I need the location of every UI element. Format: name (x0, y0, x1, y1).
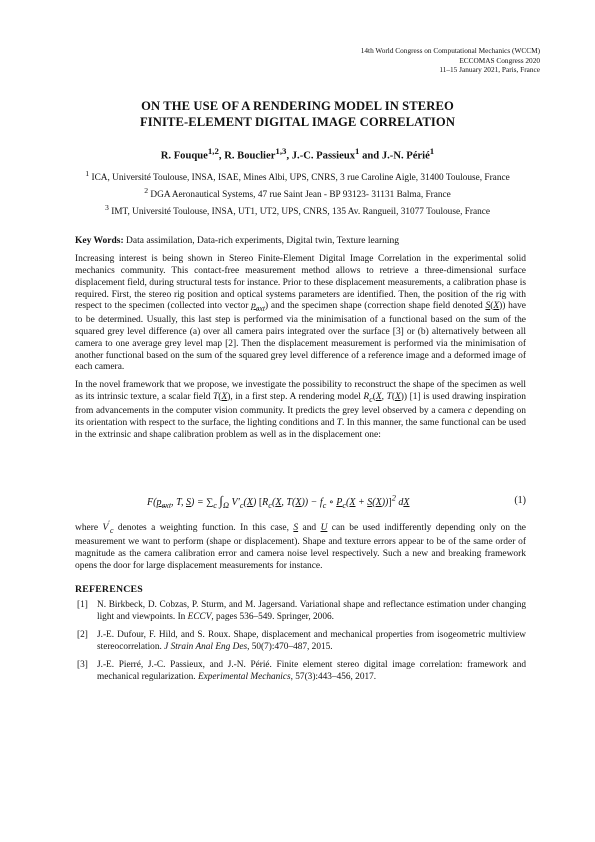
paragraph-3 (75, 518, 526, 572)
reference-venue: Experimental Mechanics (197, 671, 291, 682)
text-run: [1] is used drawing inspiration from advancements in the computer vision community. It predicts the grey level observed by a camera (75, 392, 526, 416)
author-affil-sup: 1,3 (275, 146, 287, 156)
affiliation-text: DGA Aeronautical Systems, 47 rue Saint Jean - BP 93123- 31131 Balma, France (150, 190, 451, 201)
math-symbol: T (386, 392, 392, 403)
separator: , (286, 150, 292, 162)
text-run: can be used indifferently depending only on the measurement we want to perform (shape or displacement). Shape and texture errors appear to be of the same order of magnitude as the camera calibration error and camera noise level respectively. Such a new and breaking framework opens the door for large displacement measurements for instance. (75, 523, 526, 571)
math-symbol: X (394, 392, 401, 403)
text-run: Increasing interest is being shown in Stereo Finite-Element Digital Image Correlation in the experimental solid mechanics community. This contact-free measurement method allows to retrieve a three-dimensional surface displacement field, during structural tests for instance. Prior to these displacement measurements, a calibration phase is required. First, the stereo rig position and optical systems parameters are identified. Then, the position of the rig with respect to the specimen (collected into vector (75, 254, 526, 312)
affiliation-2 (60, 185, 535, 202)
text-run: , pages 536–549. Springer, 2006. (211, 611, 334, 622)
reference-item (75, 630, 526, 653)
author-name: R. Fouque (160, 150, 208, 162)
math-symbol: U (320, 523, 328, 534)
author-affil-sup: 1 (355, 146, 360, 156)
affiliation-3 (60, 202, 535, 219)
math-symbol: T (336, 417, 342, 428)
math-subscript: c (109, 526, 114, 536)
math-superscript: ′ (108, 519, 110, 528)
math-subscript: c (369, 395, 373, 405)
reference-number: [1] (77, 600, 88, 610)
math-symbol: X (221, 392, 228, 403)
author-affil-sup: 1,2 (207, 146, 219, 156)
reference-item (75, 600, 526, 623)
author-name: J.-N. Périé (381, 150, 430, 162)
author-list (60, 145, 535, 163)
separator: and (359, 150, 382, 162)
reference-item (75, 660, 526, 683)
abstract-body (75, 254, 526, 447)
math-symbol: T (213, 392, 219, 403)
keywords-label: Key Words: (75, 236, 124, 246)
affiliation-text: ICA, Université Toulouse, INSA, ISAE, Mines Albi, UPS, CNRS, 3 rue Caroline Aigle, 31400 Toulouse, France (91, 173, 510, 184)
conference-header (361, 46, 540, 75)
text-run: , 57(3):443–456, 2017. (290, 671, 377, 682)
reference-list (75, 600, 526, 691)
title-line-2: FINITE-ELEMENT DIGITAL IMAGE CORRELATION (139, 115, 456, 129)
paragraph-2: In the novel framework that we propose, we investigate the possibility to reconstruct the shape of the specimen as well as its intrinsic texture, a scalar field T(X), in a first step. A rendering model $R_c(X$, T(X)) [1] is used drawing inspiration from advancements in the computer vision community. It predicts the grey level observed by a camera c depending on its orientation with respect to the surface, the lighting conditions and T. In this manner, the same functional can be used in the extrinsic and shape calibration problem as well as in the displacement one: (75, 380, 526, 440)
math-symbol: X (375, 392, 382, 403)
math-symbol: p (251, 301, 256, 312)
keywords-text: Data assimilation, Data-rich experiments, Digital twin, Texture learning (126, 236, 400, 246)
math-var (251, 301, 266, 314)
keywords (75, 235, 525, 247)
text-run: denotes a weighting function. In this case, (113, 523, 294, 534)
text-run: , in a first step. A rendering model (230, 392, 364, 403)
text-run: and (298, 523, 321, 534)
author-affil-sup: 1 (429, 146, 435, 156)
references-heading: REFERENCES (75, 584, 143, 595)
math-symbol: S (293, 523, 299, 534)
reference-venue: J Strain Anal Eng Des (164, 641, 248, 652)
text-run: , 50(7):470–487, 2015. (247, 641, 333, 652)
reference-number: [2] (77, 630, 88, 641)
paper-title (60, 98, 535, 130)
equation-1 (75, 489, 526, 515)
text-run: In the novel framework that we propose, we investigate the possibility to reconstruct the shape of the specimen as well as its intrinsic texture, a scalar field (75, 380, 526, 403)
header-line-2: ECCOMAS Congress 2020 (459, 55, 540, 65)
math-symbol: R (363, 392, 370, 403)
math-symbol: c (467, 405, 473, 416)
math-symbol: X (493, 301, 500, 312)
paragraph-1: Increasing interest is being shown in Stereo Finite-Element Digital Image Correlation in the experimental solid mechanics community. This contact-free measurement method allows to retrieve a three-dimensional surface displacement field, during structural tests for instance. Prior to these displacement measurements, a calibration phase is required. First, the stereo rig position and optical systems parameters are identified. Then, the position of the rig with respect to the specimen (collected into vector $p_{ext}$) and the specimen shape (correction shape field denoted S(X)) have to be determined. Usually, this last step is performed via the minimisation of a functional based on the sum of the squared grey level difference (a) over all camera pairs integrated over the surface [3] or (b) alternatively between all camera to one average grey level map [2]. Then the displacement measurement is performed via the minimisation of another functional based on the sum of the squared grey level difference of a reference image and a deformed image of each camera. (75, 254, 526, 373)
text-run: J.-E. Pierré, J.-C. Passieux, and J.-N. Périé. Finite element stereo digital image correlation: framework and mechanical regularization. (97, 660, 526, 682)
author-name: J.-C. Passieux (291, 150, 356, 162)
math-symbol: S (485, 301, 491, 312)
text-run: . In this manner, the same functional can be used in the extrinsic and shape calibration problem as well as in the displacement one: (75, 417, 526, 440)
text-run: J.-E. Dufour, F. Hild, and S. Roux. Shape, displacement and mechanical properties from isogeometric multiview stereocorrelation. (97, 630, 526, 652)
separator: , (218, 150, 225, 162)
header-line-1: 14th World Congress on Computational Mechanics (WCCM) (360, 46, 540, 55)
equation-number: (1) (514, 495, 526, 506)
text-run: N. Birkbeck, D. Cobzas, P. Sturm, and M. Jagersand. Variational shape and reflectance estimation under changing light and viewpoints. In (97, 600, 526, 622)
title-line-1: ON THE USE OF A RENDERING MODEL IN STEREO (141, 99, 454, 113)
affiliations (60, 168, 535, 219)
math-subscript: ext (255, 304, 266, 314)
affiliation-text: IMT, Université Toulouse, INSA, UT1, UT2, UPS, CNRS, 135 Av. Rangueil, 31077 Toulouse, France (111, 207, 491, 218)
affiliation-1 (60, 168, 535, 185)
reference-venue: ECCV (187, 611, 212, 622)
reference-number: [3] (77, 660, 88, 671)
author-name: R. Bouclier (224, 150, 276, 162)
affiliation-sup: 3 (104, 203, 109, 212)
affiliation-sup: 2 (144, 186, 149, 195)
affiliation-sup: 1 (85, 169, 90, 178)
equation-formula: $F(p_{ext}$, T, $S) = \sum_c$ $\int_\Omega$ $V'_c(X)$ [$R_c(X$, $T(X)) - f_c$ ∘ $P_c(X + S(X))]^2$ dX (147, 493, 410, 510)
header-line-3: 11–15 January 2021, Paris, France (439, 65, 540, 75)
text-run: ) and the specimen shape (correction shape field denoted (265, 301, 486, 312)
text-run: where (75, 523, 103, 534)
math-symbol: V (102, 523, 109, 534)
text-run: ) have to be determined. Usually, this last step is performed via the minimisation of a functional based on the sum of the squared grey level difference (a) over all camera pairs integrated over the surface [3] or (b) alternatively between all camera to one average grey level map [2]. Then the displacement measurement is performed via the minimisation of another functional based on the sum of the squared grey level difference of a reference image and a deformed image of each camera. (75, 301, 526, 373)
text-run: depending on its orientation with respect to the surface, the lighting conditions and (75, 405, 526, 428)
